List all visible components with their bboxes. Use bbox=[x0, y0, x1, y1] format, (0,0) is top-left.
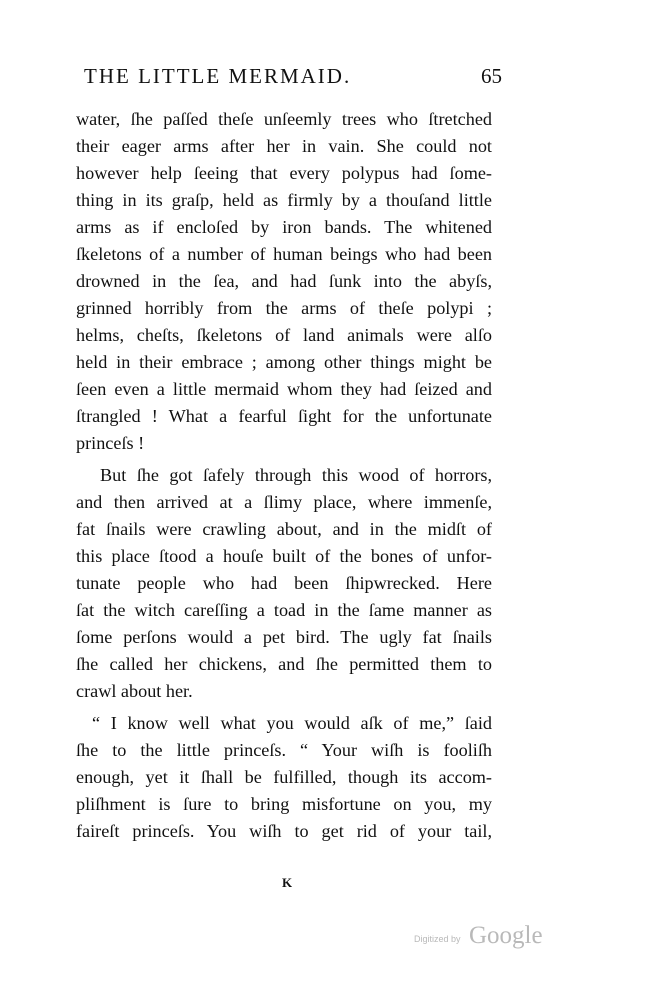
text-block bbox=[76, 106, 492, 850]
text-line: ſeen even a little mermaid whom they had ſeized and bbox=[76, 379, 492, 399]
text-line: ſome perſons would a pet bird. The ugly fat ſnails bbox=[76, 627, 492, 647]
text-line: ſkeletons of a number of human beings who had been bbox=[76, 244, 492, 264]
watermark-caption: Digitized by bbox=[414, 934, 461, 944]
text-line: ſhe to the little princeſs. “ Your wiſh is fooliſh bbox=[76, 740, 492, 760]
running-title: THE LITTLE MERMAID. bbox=[84, 64, 352, 88]
text-line: held in their embrace ; among other things might be bbox=[76, 352, 492, 372]
text-line: “ I know well what you would aſk of me,” ſaid bbox=[92, 713, 492, 733]
page-number: 65 bbox=[481, 64, 502, 88]
text-line: tunate people who had been ſhipwrecked. Here bbox=[76, 573, 492, 593]
text-line: crawl about her. bbox=[76, 681, 193, 701]
text-line: arms as if encloſed by iron bands. The whitened bbox=[76, 217, 492, 237]
paragraph-2 bbox=[76, 462, 492, 705]
text-line: princeſs ! bbox=[76, 433, 145, 453]
text-line: helms, cheſts, ſkeletons of land animals were alſo bbox=[76, 325, 492, 345]
text-line: water, ſhe paſſed theſe unſeemly trees who ſtretched bbox=[76, 109, 492, 129]
text-line: fat ſnails were crawling about, and in the midſt of bbox=[76, 519, 492, 539]
text-line: grinned horribly from the arms of theſe polypi ; bbox=[76, 298, 492, 318]
text-line: ſat the witch careſſing a toad in the ſame manner as bbox=[76, 600, 492, 620]
text-line: pliſhment is ſure to bring misfortune on you, my bbox=[76, 794, 492, 814]
text-line: But ſhe got ſafely through this wood of horrors, bbox=[100, 465, 492, 485]
text-line: and then arrived at a ſlimy place, where immenſe, bbox=[76, 492, 492, 512]
text-line: ſtrangled ! What a fearful ſight for the unfortunate bbox=[76, 406, 492, 426]
running-head bbox=[72, 64, 502, 98]
text-line: enough, yet it ſhall be fulfilled, though its accom- bbox=[76, 767, 492, 787]
paragraph-1 bbox=[76, 106, 492, 457]
paragraph-3 bbox=[76, 710, 492, 845]
signature-mark: K bbox=[282, 875, 293, 890]
text-line: this place ſtood a houſe built of the bones of unfor- bbox=[76, 546, 492, 566]
text-line: faireſt princeſs. You wiſh to get rid of your tail, bbox=[76, 821, 492, 841]
digitized-watermark bbox=[414, 922, 554, 954]
text-line: their eager arms after her in vain. She could not bbox=[76, 136, 492, 156]
text-line: however help ſeeing that every polypus had ſome- bbox=[76, 163, 492, 183]
text-line: ſhe called her chickens, and ſhe permitted them to bbox=[76, 654, 492, 674]
google-logo: Google bbox=[469, 922, 543, 949]
text-line: thing in its graſp, held as firmly by a thouſand little bbox=[76, 190, 492, 210]
text-line: drowned in the ſea, and had ſunk into the abyſs, bbox=[76, 271, 492, 291]
